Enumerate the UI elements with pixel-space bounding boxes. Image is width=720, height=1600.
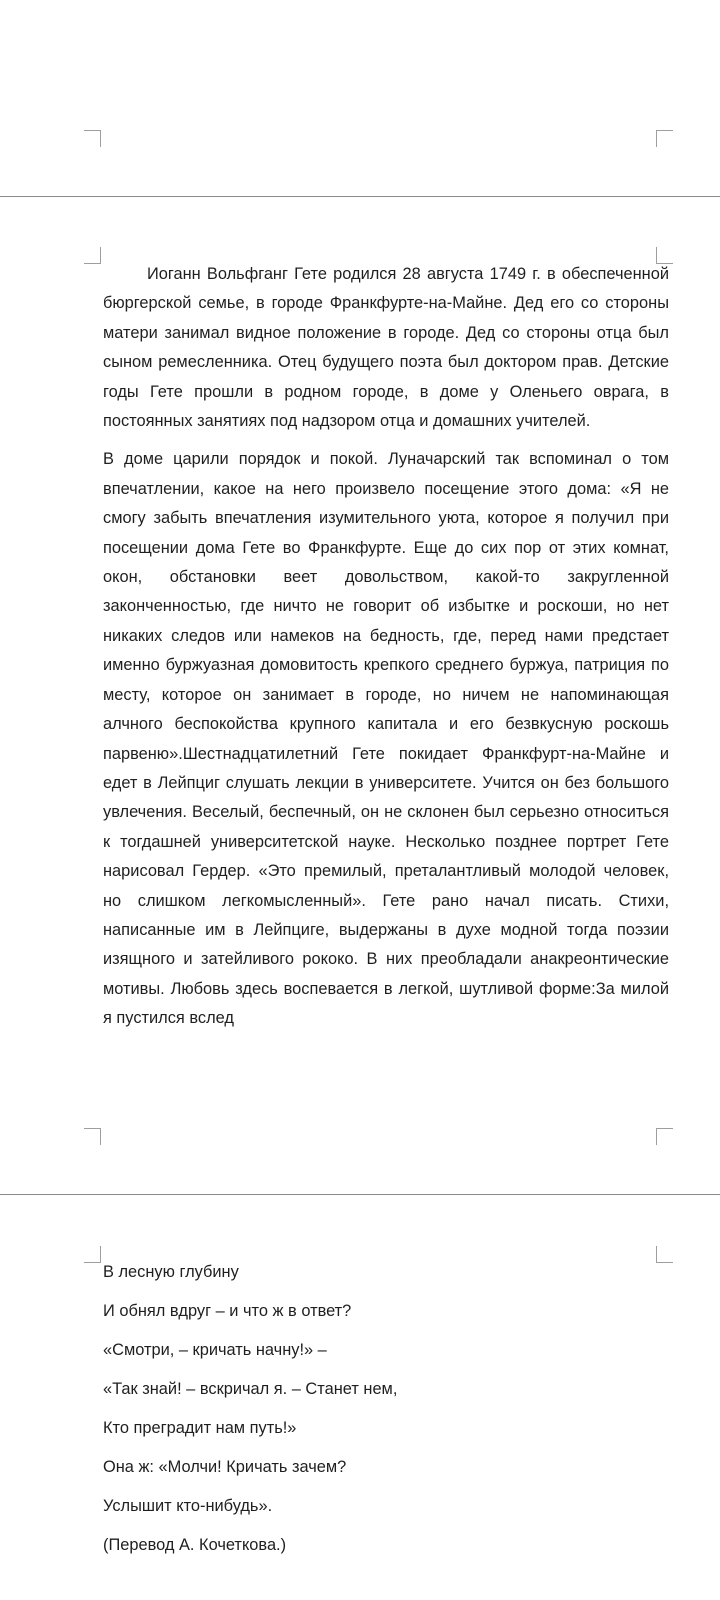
- poem-line: Она ж: «Молчи! Кричать зачем?: [103, 1458, 347, 1476]
- document-body[interactable]: [103, 260, 669, 1034]
- poem-line: «Смотри, – кричать начну!» –: [103, 1341, 327, 1359]
- paragraph: Иоганн Вольфганг Гете родился 28 августа 1749 г. в обеспеченной бюргерской семье, в городе Франкфурте-на-Майне. Дед его со стороны матери занимал видное положение в городе. Дед со стороны отца был сыном ремесленника. Отец будущего поэта был доктором прав. Детские годы Гете прошли в родном городе, в доме у Оленьего оврага, в постоянных занятиях под надзором отца и домашних учителей.: [103, 265, 669, 431]
- poem-block[interactable]: [103, 1261, 669, 1573]
- paragraph: В доме царили порядок и покой. Луначарский так вспоминал о том впечатлении, какое на него произвело посещение этого дома: «Я не смогу забыть впечатления изумительного уюта, которое я получил при посещении дома Гете во Франкфурте. Еще до сих пор от этих комнат, окон, обстановки веет довольством, какой-то закругленной законченностью, где ничто не говорит об избытке и роскоши, но нет никаких следов или намеков на бедность, где, перед нами предстает именно буржуазная домовитость крепкого среднего буржуа, патриция по месту, которое он занимает в городе, но ничем не напоминающая алчного беспокойства крупного капитала и его безвкусную роскошь парвеню».Шестнадцатилетний Гете покидает Франкфурт-на-Майне и едет в Лейпциг слушать лекции в университете. Учится он без большого увлечения. Веселый, беспечный, он не склонен был серьезно относиться к тогдашней университетской науке. Несколько позднее портрет Гете нарисовал Гердер. «Это премилый, преталантливый молодой человек, но слишком легкомысленный». Гете рано начал писать. Стихи, написанные им в Лейпциге, выдержаны в духе модной тогда поэзии изящного и затейливого рококо. В них преобладали анакреонтические мотивы. Любовь здесь воспевается в легкой, шутливой форме:За милой я пустился вслед: [103, 450, 669, 1028]
- poem-line: «Так знай! – вскричал я. – Станет нем,: [103, 1380, 398, 1398]
- poem-line: И обнял вдруг – и что ж в ответ?: [103, 1302, 352, 1320]
- translator-credit: (Перевод А. Кочеткова.): [103, 1536, 287, 1554]
- poem-line: Услышит кто-нибудь».: [103, 1497, 273, 1515]
- page-break: [0, 196, 720, 197]
- page-break: [0, 1194, 720, 1195]
- crop-mark-bottom-left: [84, 1128, 101, 1145]
- poem-line: Кто преградит нам путь!»: [103, 1419, 297, 1437]
- crop-mark-top-left: [84, 1246, 101, 1263]
- poem-line: В лесную глубину: [103, 1263, 239, 1281]
- crop-mark-bottom-left: [84, 130, 101, 147]
- crop-mark-bottom-right: [656, 130, 673, 147]
- crop-mark-bottom-right: [656, 1128, 673, 1145]
- crop-mark-top-left: [84, 247, 101, 264]
